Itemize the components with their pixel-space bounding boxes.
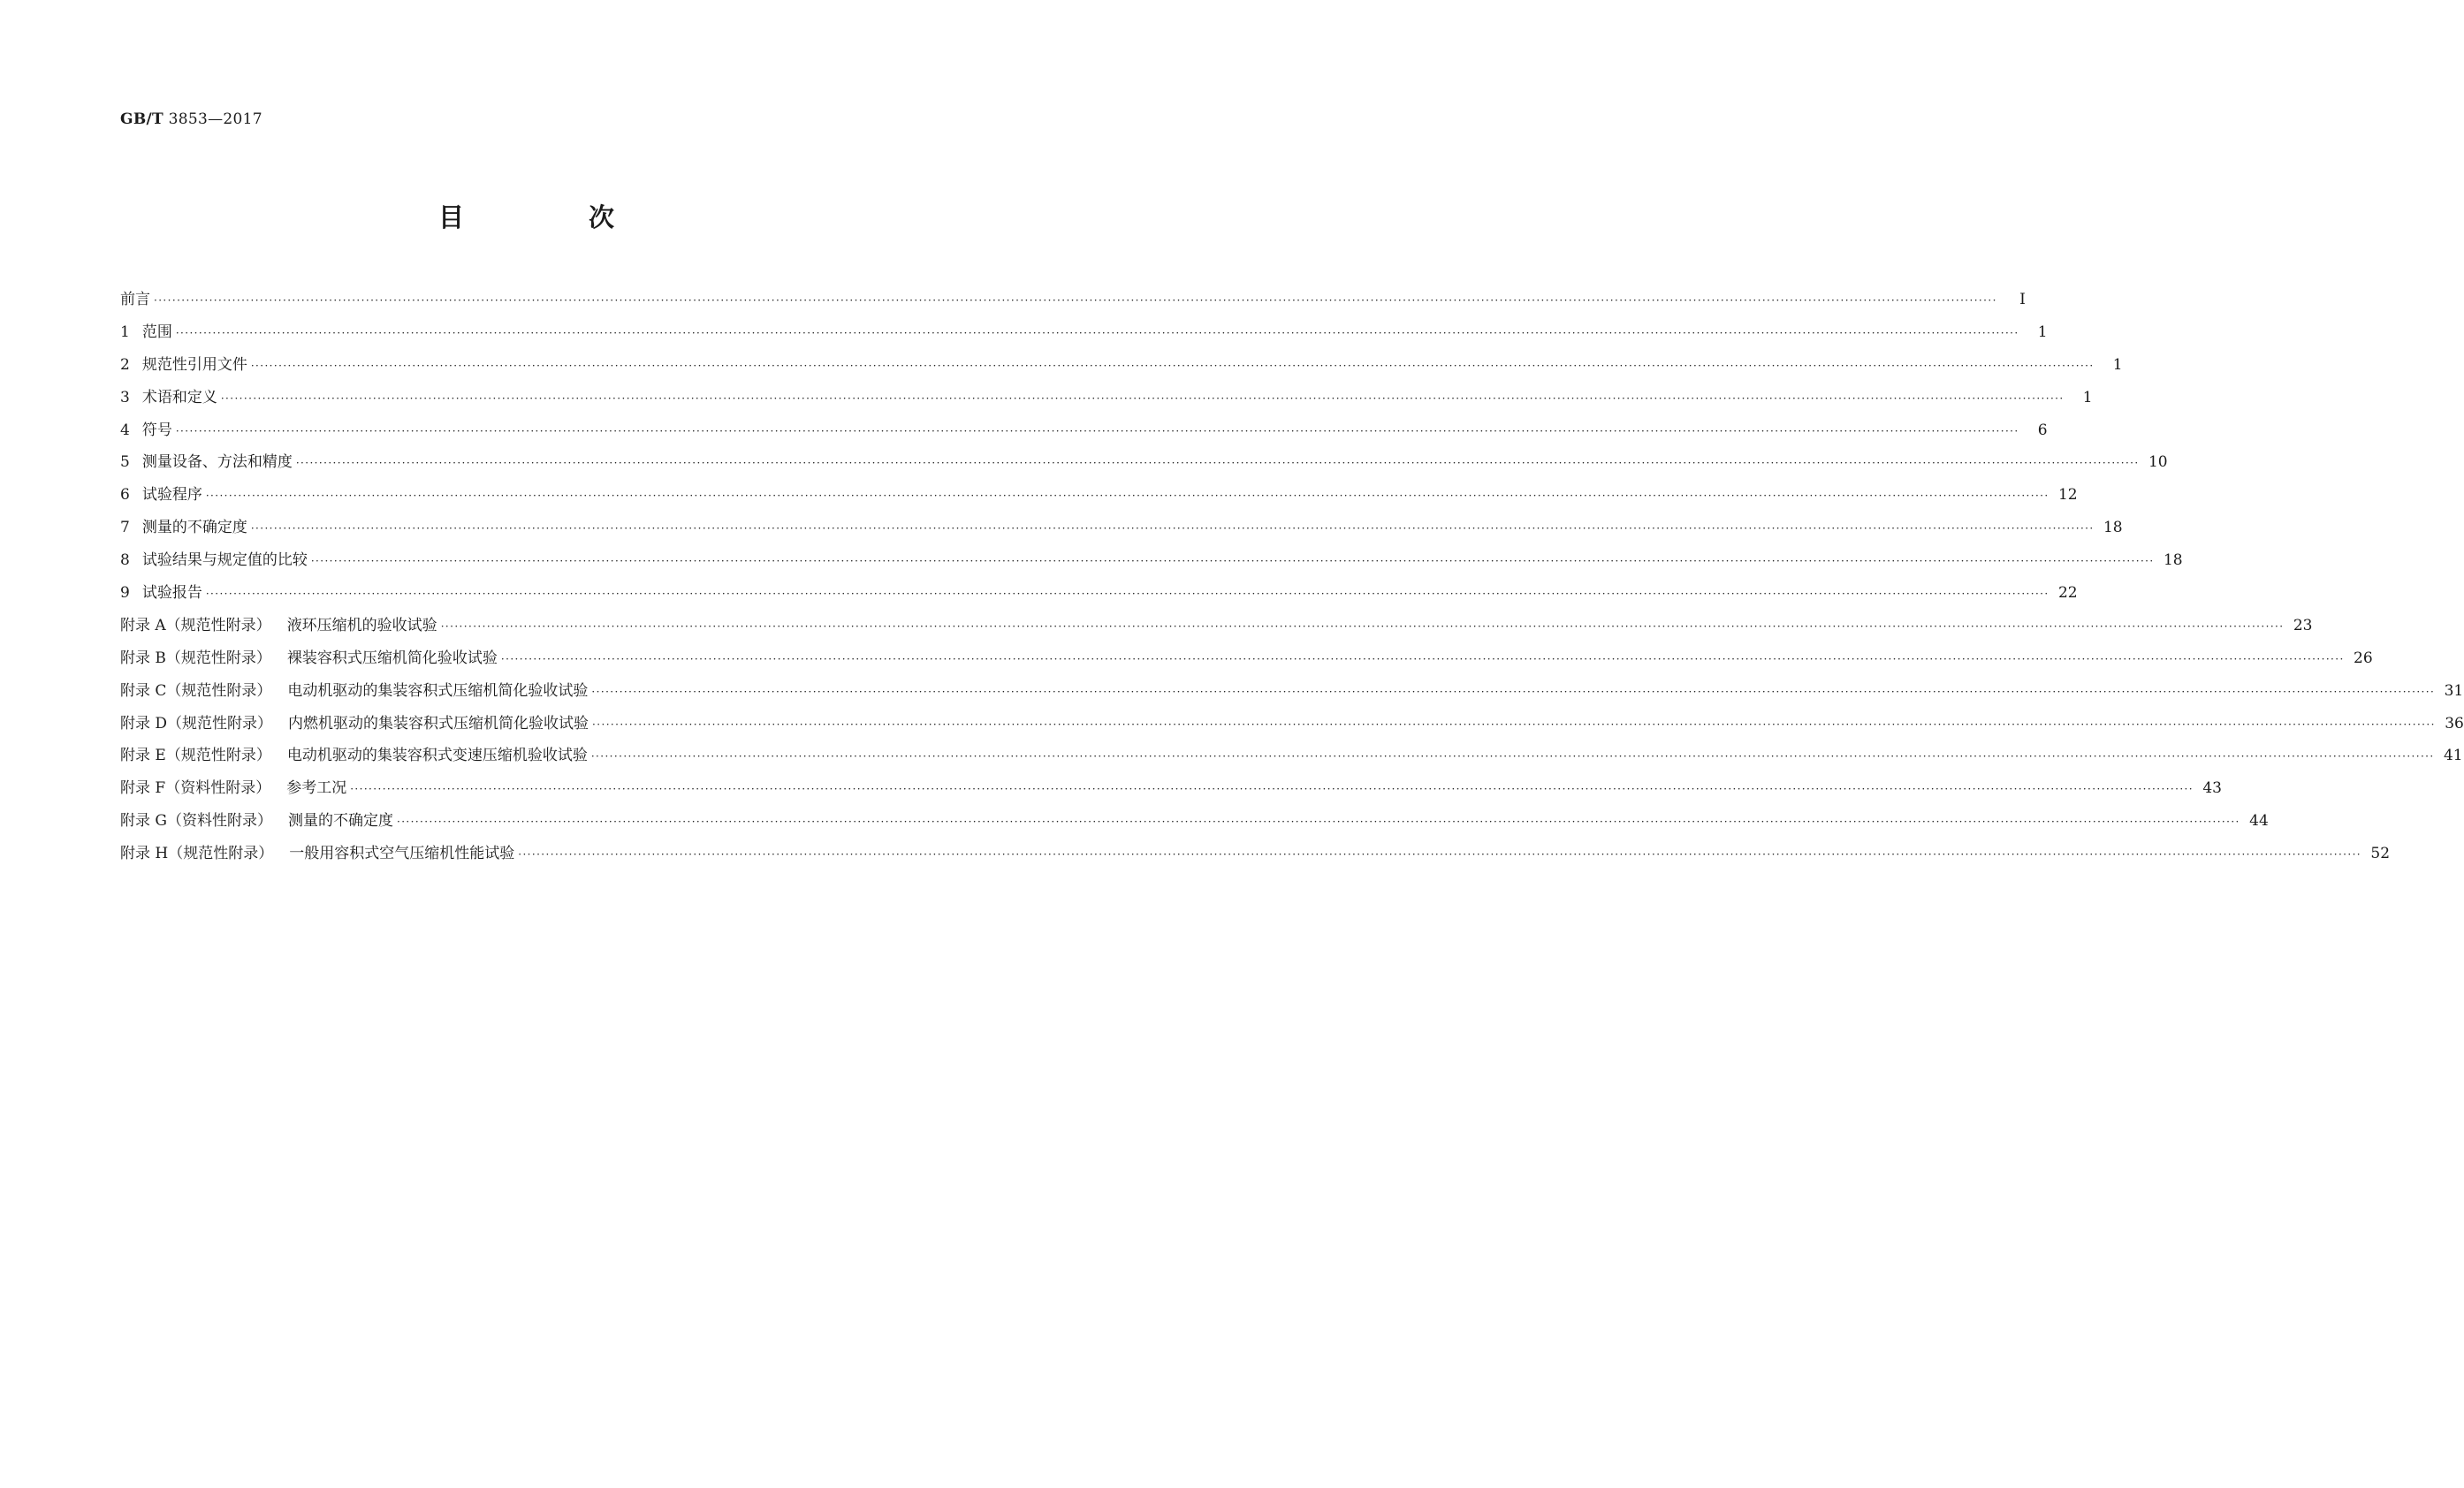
toc-entry[interactable]	[120, 645, 2373, 678]
toc-entry-label	[120, 352, 251, 374]
table-of-contents	[120, 286, 2464, 873]
toc-page-number: 1	[2082, 388, 2093, 406]
toc-leader-dots: ················································································································································································································································································································································································································	[592, 717, 2436, 731]
toc-page-number: 22	[2057, 584, 2078, 603]
toc-page-number: 43	[2202, 779, 2222, 798]
toc-entry-label	[120, 286, 154, 308]
toc-leader-dots: ················································································································································································································································································································································································································	[250, 522, 2095, 535]
toc-appendix-label: 附录 B（规范性附录）	[120, 649, 271, 667]
toc-appendix-label: 附录 F（资料性附录）	[120, 779, 271, 798]
toc-section-number: 8	[120, 551, 130, 570]
toc-appendix-label: 附录 D（规范性附录）	[120, 714, 273, 733]
toc-leader-dots: ················································································································································································································································································································································································································	[154, 294, 1997, 307]
toc-leader-dots: ················································································································································································································································································································································································································	[175, 326, 2019, 339]
toc-entry[interactable]	[120, 514, 2123, 547]
toc-page-number: 36	[2445, 714, 2464, 733]
toc-entry-label	[120, 742, 591, 764]
toc-entry-label	[120, 775, 350, 797]
toc-section-number: 7	[120, 519, 130, 537]
toc-entry[interactable]	[120, 482, 2078, 514]
toc-leader-dots: ················································································································································································································································································································································································································	[350, 783, 2194, 796]
toc-entry-title: 测量设备、方法和精度	[141, 453, 293, 472]
toc-entry[interactable]	[120, 808, 2269, 840]
toc-entry[interactable]	[120, 612, 2313, 645]
toc-entry-title: 测量的不确定度	[287, 812, 393, 831]
toc-entry-label	[120, 449, 296, 471]
toc-page-number: 18	[2103, 519, 2123, 537]
toc-entry-title: 前言	[120, 291, 150, 308]
toc-entry-label	[120, 547, 311, 569]
toc-entry-label	[120, 580, 206, 602]
toc-entry-label	[120, 612, 441, 634]
page-title: 目 次	[437, 202, 664, 232]
toc-entry-label	[120, 319, 176, 341]
toc-section-number: 1	[120, 323, 130, 341]
toc-leader-dots: ················································································································································································································································································································································································································	[310, 555, 2155, 568]
toc-entry-title: 液环压缩机的验收试验	[286, 616, 437, 634]
toc-page-number: 26	[2354, 649, 2373, 667]
toc-leader-dots: ················································································································································································································································································································································································································	[205, 588, 2050, 601]
toc-leader-dots: ················································································································································································································································································································································································································	[205, 490, 2050, 503]
toc-leader-dots: ················································································································································································································································································································································································································	[250, 359, 2095, 372]
toc-page-number: 6	[2037, 421, 2048, 439]
toc-appendix-label: 附录 C（规范性附录）	[120, 681, 272, 700]
toc-entry[interactable]	[120, 710, 2464, 743]
toc-page-number: 52	[2370, 845, 2391, 863]
toc-entry-title: 电动机驱动的集装容积式压缩机简化验收试验	[287, 681, 589, 700]
toc-entry-label	[120, 482, 206, 504]
toc-entry-label	[120, 514, 251, 536]
toc-section-number: 5	[120, 453, 130, 472]
toc-page-number: 41	[2443, 747, 2463, 765]
toc-section-number: 6	[120, 486, 130, 505]
toc-appendix-label: 附录 A（规范性附录）	[120, 616, 271, 634]
toc-leader-dots: ················································································································································································································································································································································································································	[440, 619, 2285, 633]
toc-section-number: 2	[120, 355, 130, 374]
toc-entry-label	[120, 840, 518, 862]
toc-page-number: Ⅰ	[2019, 291, 2026, 308]
toc-entry-label	[120, 678, 591, 700]
toc-entry[interactable]	[120, 384, 2093, 417]
toc-entry-title: 术语和定义	[141, 388, 217, 406]
toc-page-number: 1	[2112, 355, 2123, 374]
toc-entry-label	[120, 710, 592, 733]
toc-section-number: 3	[120, 388, 130, 406]
toc-leader-dots: ················································································································································································································································································································································································································	[500, 652, 2345, 665]
toc-entry[interactable]	[120, 449, 2168, 482]
toc-appendix-label: 附录 G（资料性附录）	[120, 812, 272, 831]
standard-year: 3853—2017	[168, 110, 262, 128]
standard-number	[120, 110, 262, 128]
toc-page-number: 31	[2444, 681, 2464, 700]
toc-leader-dots: ················································································································································································································································································································································································································	[590, 750, 2435, 763]
toc-entry[interactable]	[120, 417, 2048, 450]
toc-entry[interactable]	[120, 580, 2078, 612]
toc-entry[interactable]	[120, 840, 2391, 873]
toc-entry-title: 一般用容积式空气压缩机性能试验	[289, 845, 515, 863]
toc-entry-title: 裸装容积式压缩机简化验收试验	[286, 649, 498, 667]
toc-entry[interactable]	[120, 286, 2026, 319]
toc-entry-title: 试验程序	[141, 486, 202, 505]
toc-leader-dots: ················································································································································································································································································································································································································	[175, 424, 2019, 437]
toc-entry[interactable]	[120, 319, 2048, 352]
toc-leader-dots: ················································································································································································································································································································································································································	[591, 685, 2436, 698]
toc-entry-title: 规范性引用文件	[141, 355, 247, 374]
toc-entry[interactable]	[120, 352, 2123, 384]
toc-entry[interactable]	[120, 775, 2222, 808]
toc-entry-title: 符号	[141, 421, 172, 439]
toc-entry-label	[120, 645, 501, 667]
toc-entry-title: 内燃机驱动的集装容积式压缩机简化验收试验	[288, 714, 589, 733]
toc-entry[interactable]	[120, 742, 2463, 775]
toc-leader-dots: ················································································································································································································································································································································································································	[220, 391, 2065, 405]
toc-entry-label	[120, 417, 176, 439]
toc-page-number: 23	[2293, 616, 2313, 634]
toc-page-number: 18	[2163, 551, 2183, 570]
toc-entry-title: 电动机驱动的集装容积式变速压缩机验收试验	[286, 747, 588, 765]
toc-appendix-label: 附录 H（规范性附录）	[120, 845, 274, 863]
toc-section-number: 4	[120, 421, 130, 439]
toc-entry[interactable]	[120, 678, 2464, 710]
toc-leader-dots: ················································································································································································································································································································································································································	[396, 816, 2240, 829]
toc-entry-label	[120, 808, 397, 830]
toc-section-number: 9	[120, 584, 130, 603]
toc-leader-dots: ················································································································································································································································································································································································································	[295, 457, 2140, 470]
toc-entry[interactable]	[120, 547, 2183, 580]
toc-entry-title: 测量的不确定度	[141, 519, 247, 537]
standard-code: GB/T	[120, 110, 164, 128]
toc-appendix-label: 附录 E（规范性附录）	[120, 747, 271, 765]
toc-entry-title: 试验报告	[141, 584, 202, 603]
toc-entry-title: 范围	[141, 323, 172, 341]
toc-page-number: 12	[2057, 486, 2078, 505]
toc-page-number: 1	[2037, 323, 2048, 341]
toc-entry-title: 试验结果与规定值的比较	[141, 551, 308, 570]
toc-page-number: 10	[2148, 453, 2168, 472]
toc-entry-label	[120, 384, 221, 406]
toc-entry-title: 参考工况	[286, 779, 347, 798]
toc-leader-dots: ················································································································································································································································································································································································································	[518, 848, 2362, 862]
toc-page-number: 44	[2249, 812, 2269, 831]
